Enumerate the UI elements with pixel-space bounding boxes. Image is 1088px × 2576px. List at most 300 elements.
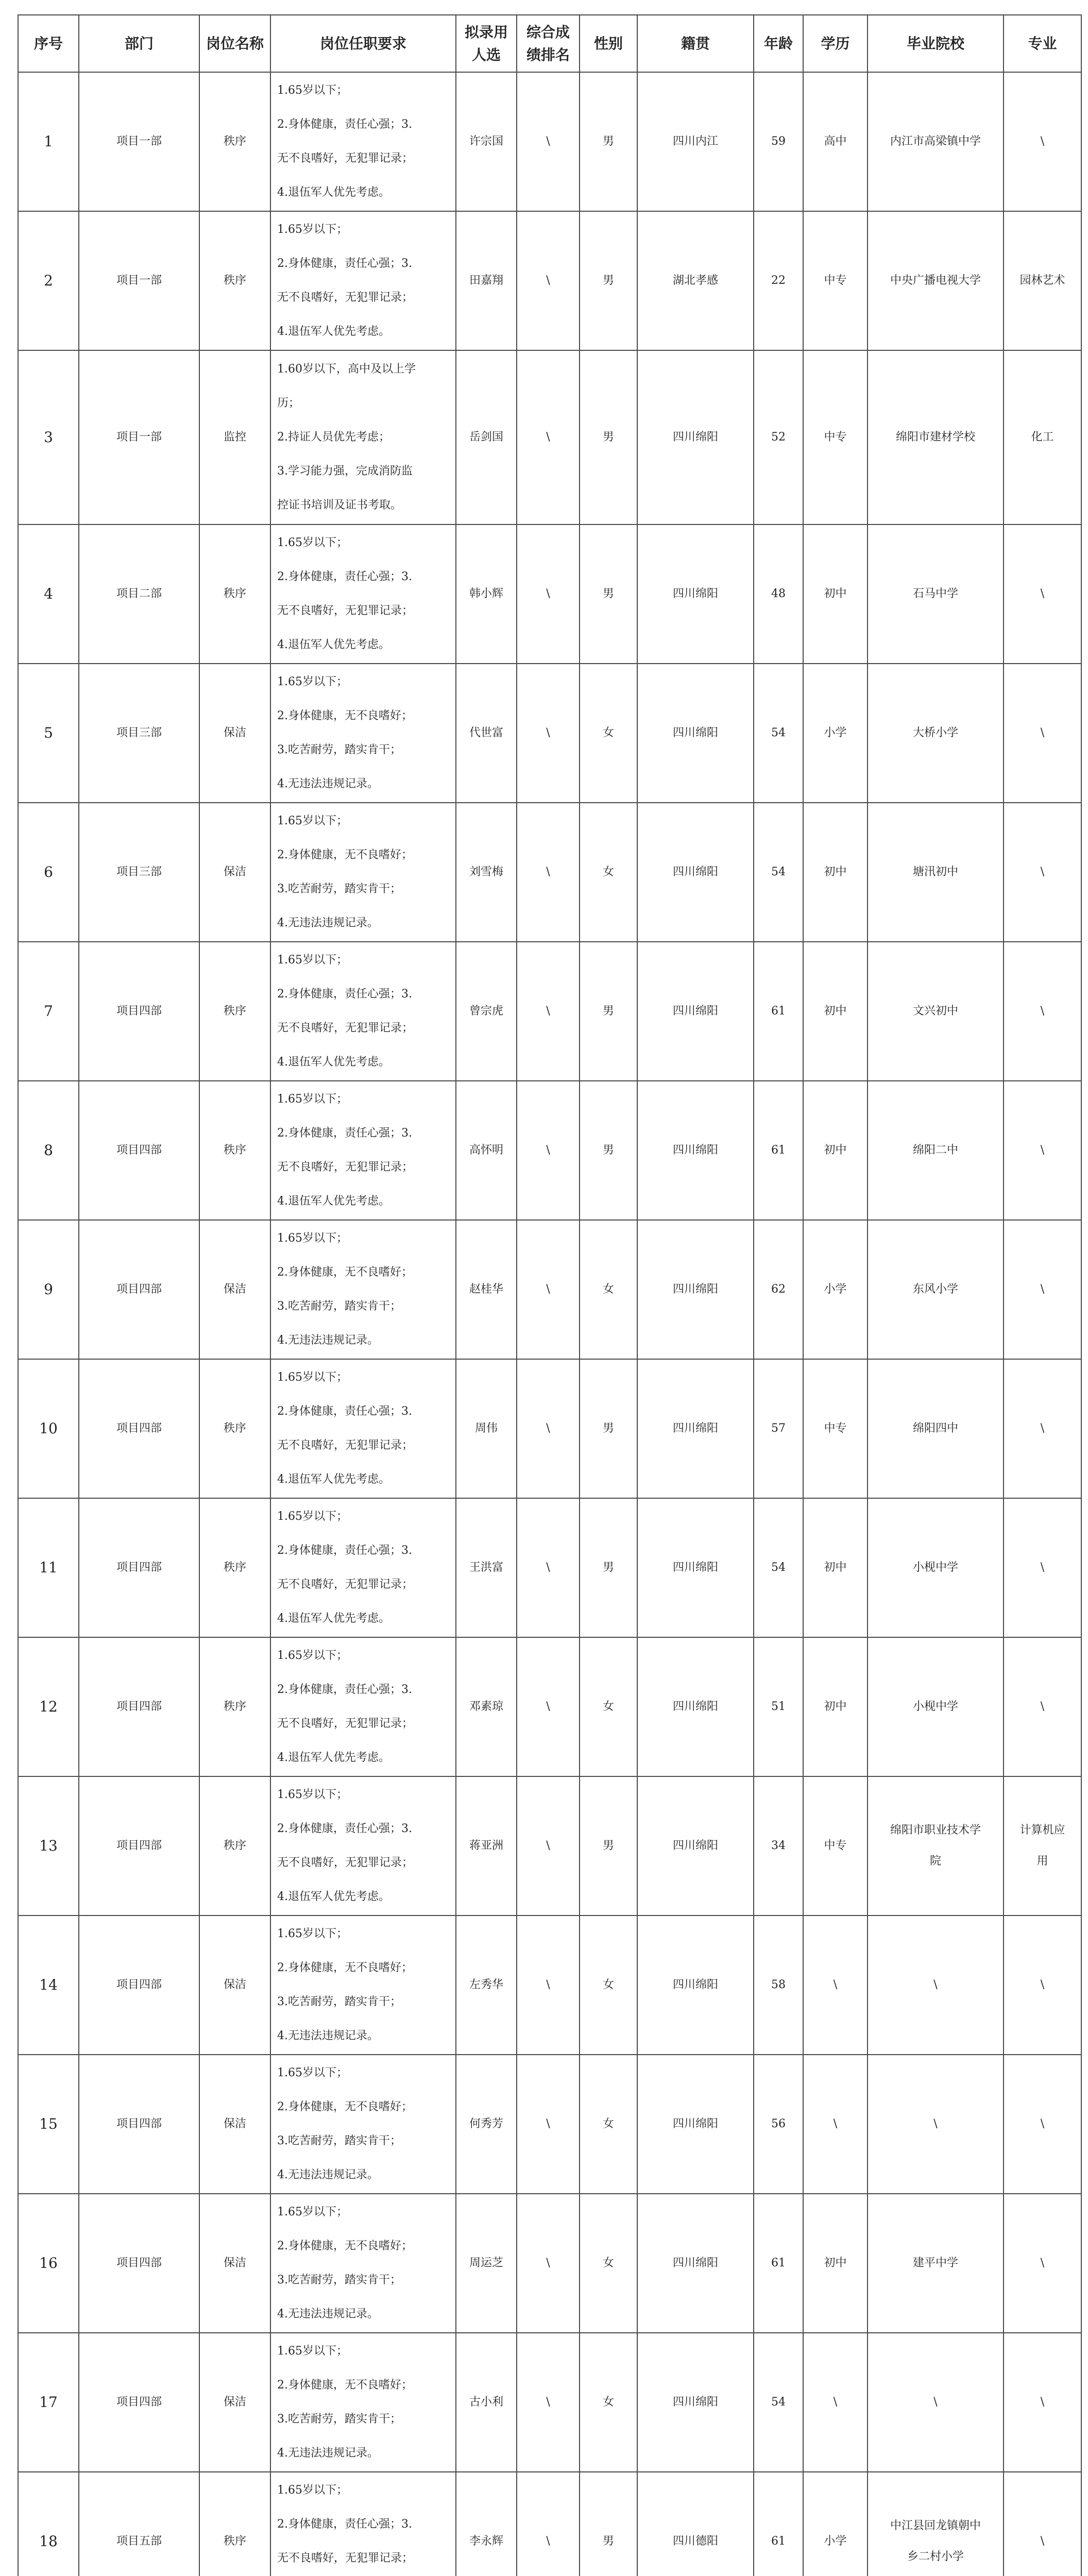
cell-post: 秩序: [199, 1637, 270, 1776]
cell-line: \: [1040, 1144, 1045, 1157]
cell-line: 1.65岁以下；: [277, 2345, 348, 2358]
cell-gender: 女: [580, 664, 637, 803]
cell-gender: 男: [580, 1776, 637, 1916]
cell-major: [1004, 803, 1081, 942]
cell-line: 1.65岁以下；: [277, 1371, 348, 1384]
cell-origin: 四川绵阳: [637, 1359, 754, 1498]
cell-line: \: [1040, 1561, 1045, 1574]
cell-line: 无不良嗜好，无犯罪记录；: [277, 1717, 414, 1730]
cell-line: 1.65岁以下；: [277, 223, 348, 236]
cell-major: [1004, 1776, 1081, 1916]
cell-line: 4.退伍军人优先考虑。: [277, 1890, 390, 1903]
cell-line: 化工: [1031, 431, 1054, 444]
cell-department: 项目三部: [79, 664, 199, 803]
cell-line: 1.65岁以下；: [277, 1510, 348, 1523]
cell-line: 2.身体健康，无不良嗜好；: [277, 849, 413, 861]
cell-school: [868, 524, 1004, 664]
cell-line: 2.身体健康，无不良嗜好；: [277, 709, 413, 722]
cell-department: 项目四部: [79, 2194, 199, 2333]
cell-rank: \: [517, 211, 580, 350]
cell-post: 保洁: [199, 1916, 270, 2055]
cell-line: 1.65岁以下；: [277, 1649, 348, 1662]
cell-major: [1004, 2472, 1081, 2576]
header-school: 毕业院校: [868, 15, 1004, 72]
cell-line: 4.无违法违规记录。: [277, 1334, 379, 1347]
cell-line: \: [1040, 1422, 1045, 1435]
cell-candidate: 韩小辉: [456, 524, 517, 664]
cell-candidate: 曾宗虎: [456, 942, 517, 1081]
cell-major: [1004, 1081, 1081, 1220]
cell-origin: 四川绵阳: [637, 1081, 754, 1220]
table-row: [18, 1081, 1081, 1220]
cell-department: 项目四部: [79, 1637, 199, 1776]
cell-education: 初中: [803, 2194, 868, 2333]
cell-gender: 女: [580, 1220, 637, 1359]
cell-age: 59: [754, 72, 803, 211]
cell-gender: 女: [580, 803, 637, 942]
cell-candidate: 岳剑国: [456, 350, 517, 524]
cell-age: 34: [754, 1776, 803, 1916]
cell-education: 小学: [803, 2472, 868, 2576]
cell-line: \: [1040, 1283, 1045, 1296]
cell-age: 52: [754, 350, 803, 524]
cell-gender: 男: [580, 942, 637, 1081]
cell-department: 项目四部: [79, 1081, 199, 1220]
cell-education: 初中: [803, 1081, 868, 1220]
cell-gender: 男: [580, 1081, 637, 1220]
cell-line: \: [1040, 587, 1045, 600]
cell-gender: 男: [580, 72, 637, 211]
cell-origin: 四川绵阳: [637, 1916, 754, 2055]
cell-requirements: [270, 524, 456, 664]
cell-line: 1.65岁以下；: [277, 2484, 348, 2497]
cell-requirements: [270, 803, 456, 942]
header-candidate: 拟录用人选: [456, 15, 517, 72]
cell-line: 2.身体健康，责任心强；3.: [277, 1683, 412, 1696]
cell-seq: 2: [18, 211, 79, 350]
cell-line: 2.身体健康，无不良嗜好；: [277, 2240, 413, 2252]
cell-requirements: [270, 1359, 456, 1498]
cell-line: 4.无违法违规记录。: [277, 2308, 379, 2320]
cell-line: 2.持证人员优先考虑；: [277, 431, 390, 444]
cell-school: [868, 942, 1004, 1081]
cell-department: 项目一部: [79, 211, 199, 350]
cell-line: 4.退伍军人优先考虑。: [277, 325, 390, 338]
cell-school: [868, 211, 1004, 350]
cell-candidate: 何秀芳: [456, 2055, 517, 2194]
cell-major: [1004, 350, 1081, 524]
cell-line: \: [1040, 2535, 1045, 2548]
cell-age: 61: [754, 1081, 803, 1220]
cell-education: 初中: [803, 1637, 868, 1776]
header-origin: 籍贯: [637, 15, 754, 72]
table-row: [18, 1359, 1081, 1498]
cell-line: 3.吃苦耐劳，踏实肯干；: [277, 2413, 401, 2426]
cell-line: 小枧中学: [912, 1561, 958, 1574]
cell-candidate: 邓素琼: [456, 1637, 517, 1776]
cell-line: \: [1040, 1005, 1045, 1018]
cell-education: \: [803, 2333, 868, 2472]
cell-line: 1.65岁以下；: [277, 1927, 348, 1940]
table-row: [18, 2472, 1081, 2576]
cell-post: 秩序: [199, 1081, 270, 1220]
cell-line: 4.无违法违规记录。: [277, 2168, 379, 2181]
cell-line: 控证书培训及证书考取。: [277, 499, 402, 512]
cell-education: 中专: [803, 1776, 868, 1916]
cell-seq: 9: [18, 1220, 79, 1359]
cell-post: 秩序: [199, 72, 270, 211]
cell-seq: 16: [18, 2194, 79, 2333]
cell-school: [868, 1359, 1004, 1498]
cell-line: 绵阳四中: [912, 1422, 958, 1435]
cell-education: \: [803, 1916, 868, 2055]
cell-origin: 四川绵阳: [637, 803, 754, 942]
cell-gender: 女: [580, 2333, 637, 2472]
cell-seq: 1: [18, 72, 79, 211]
cell-post: 保洁: [199, 2333, 270, 2472]
table-row: [18, 2055, 1081, 2194]
cell-line: \: [1040, 1700, 1045, 1713]
cell-rank: \: [517, 664, 580, 803]
cell-line: \: [1040, 866, 1045, 878]
cell-line: 3.吃苦耐劳，踏实肯干；: [277, 743, 401, 756]
cell-age: 58: [754, 1916, 803, 2055]
cell-line: 乡二村小学: [907, 2550, 964, 2563]
cell-seq: 10: [18, 1359, 79, 1498]
cell-post: 秩序: [199, 2472, 270, 2576]
cell-candidate: 王洪富: [456, 1498, 517, 1637]
cell-rank: \: [517, 1637, 580, 1776]
cell-line: 4.退伍军人优先考虑。: [277, 1612, 390, 1625]
cell-line: 无不良嗜好，无犯罪记录；: [277, 604, 414, 617]
cell-origin: 四川绵阳: [637, 2194, 754, 2333]
cell-rank: \: [517, 942, 580, 1081]
cell-line: 1.65岁以下；: [277, 84, 348, 97]
cell-line: \: [1040, 1978, 1045, 1991]
cell-gender: 男: [580, 1498, 637, 1637]
cell-line: 文兴初中: [912, 1005, 958, 1018]
cell-origin: 四川绵阳: [637, 664, 754, 803]
cell-school: [868, 2194, 1004, 2333]
cell-line: 2.身体健康，无不良嗜好；: [277, 1266, 413, 1279]
cell-line: 建平中学: [912, 2257, 958, 2269]
cell-seq: 14: [18, 1916, 79, 2055]
cell-rank: \: [517, 803, 580, 942]
cell-department: 项目二部: [79, 524, 199, 664]
cell-line: \: [933, 2117, 938, 2130]
table-row: [18, 2333, 1081, 2472]
cell-major: [1004, 664, 1081, 803]
cell-school: [868, 2333, 1004, 2472]
cell-line: \: [1040, 2257, 1045, 2269]
cell-requirements: [270, 1498, 456, 1637]
header-seq: 序号: [18, 15, 79, 72]
cell-line: 3.吃苦耐劳，踏实肯干；: [277, 1300, 401, 1313]
cell-line: 大桥小学: [912, 726, 958, 739]
cell-department: 项目四部: [79, 2055, 199, 2194]
cell-line: 4.退伍军人优先考虑。: [277, 1473, 390, 1486]
cell-education: \: [803, 2055, 868, 2194]
table-header-row: [18, 15, 1081, 72]
cell-requirements: [270, 1220, 456, 1359]
cell-line: 2.身体健康，无不良嗜好；: [277, 2100, 413, 2113]
cell-line: 1.65岁以下；: [277, 536, 348, 549]
cell-age: 54: [754, 1498, 803, 1637]
cell-line: 1.65岁以下；: [277, 954, 348, 967]
cell-line: 无不良嗜好，无犯罪记录；: [277, 291, 414, 304]
table-row: [18, 803, 1081, 942]
cell-line: 1.65岁以下；: [277, 2066, 348, 2079]
cell-line: 2.身体健康，责任心强；3.: [277, 1127, 412, 1140]
cell-line: 4.无违法违规记录。: [277, 2447, 379, 2460]
cell-rank: \: [517, 1359, 580, 1498]
cell-candidate: 许宗国: [456, 72, 517, 211]
cell-line: 绵阳二中: [912, 1144, 958, 1157]
cell-line: 3.吃苦耐劳，踏实肯干；: [277, 1995, 401, 2008]
cell-gender: 女: [580, 1916, 637, 2055]
cell-department: 项目一部: [79, 350, 199, 524]
cell-origin: 四川绵阳: [637, 350, 754, 524]
cell-requirements: [270, 942, 456, 1081]
cell-candidate: 田嘉翔: [456, 211, 517, 350]
cell-major: [1004, 1498, 1081, 1637]
cell-major: [1004, 2194, 1081, 2333]
cell-seq: 15: [18, 2055, 79, 2194]
cell-origin: 四川绵阳: [637, 1498, 754, 1637]
cell-seq: 11: [18, 1498, 79, 1637]
cell-requirements: [270, 2333, 456, 2472]
cell-line: 无不良嗜好，无犯罪记录；: [277, 1439, 414, 1452]
cell-major: [1004, 942, 1081, 1081]
cell-candidate: 蒋亚洲: [456, 1776, 517, 1916]
cell-requirements: [270, 350, 456, 524]
cell-requirements: [270, 211, 456, 350]
cell-line: \: [1040, 135, 1045, 148]
table-row: [18, 524, 1081, 664]
cell-line: 4.退伍军人优先考虑。: [277, 1195, 390, 1208]
cell-candidate: 周运芝: [456, 2194, 517, 2333]
cell-age: 48: [754, 524, 803, 664]
cell-age: 54: [754, 664, 803, 803]
cell-school: [868, 2055, 1004, 2194]
cell-department: 项目一部: [79, 72, 199, 211]
table-row: [18, 1498, 1081, 1637]
cell-age: 61: [754, 2194, 803, 2333]
cell-rank: \: [517, 350, 580, 524]
table-row: [18, 72, 1081, 211]
cell-line: 无不良嗜好，无犯罪记录；: [277, 2552, 414, 2565]
cell-line: 1.65岁以下；: [277, 2206, 348, 2218]
cell-age: 56: [754, 2055, 803, 2194]
table-row: [18, 2194, 1081, 2333]
cell-line: 2.身体健康，责任心强；3.: [277, 257, 412, 270]
cell-gender: 女: [580, 2194, 637, 2333]
cell-line: 2.身体健康，责任心强；3.: [277, 1405, 412, 1418]
cell-line: 塘汛初中: [912, 866, 958, 878]
cell-major: [1004, 72, 1081, 211]
cell-rank: \: [517, 1776, 580, 1916]
cell-major: [1004, 1220, 1081, 1359]
cell-age: 54: [754, 803, 803, 942]
cell-age: 57: [754, 1359, 803, 1498]
cell-line: 小枧中学: [912, 1700, 958, 1713]
header-education: 学历: [803, 15, 868, 72]
cell-candidate: 赵桂华: [456, 1220, 517, 1359]
cell-post: 秩序: [199, 942, 270, 1081]
header-post: 岗位名称: [199, 15, 270, 72]
cell-requirements: [270, 72, 456, 211]
cell-school: [868, 72, 1004, 211]
cell-line: 东风小学: [912, 1283, 958, 1296]
table-body: [18, 72, 1081, 2576]
cell-origin: 湖北孝感: [637, 211, 754, 350]
cell-line: \: [1040, 2396, 1045, 2409]
cell-school: [868, 664, 1004, 803]
cell-gender: 男: [580, 211, 637, 350]
cell-requirements: [270, 2472, 456, 2576]
cell-department: 项目四部: [79, 1498, 199, 1637]
cell-age: 51: [754, 1637, 803, 1776]
cell-seq: 8: [18, 1081, 79, 1220]
table-row: [18, 1776, 1081, 1916]
cell-line: 无不良嗜好，无犯罪记录；: [277, 1022, 414, 1035]
cell-line: 绵阳市职业技术学: [890, 1824, 981, 1837]
cell-line: 中江县回龙镇朝中: [890, 2519, 981, 2532]
cell-requirements: [270, 1637, 456, 1776]
cell-rank: \: [517, 72, 580, 211]
cell-education: 中专: [803, 211, 868, 350]
cell-requirements: [270, 2194, 456, 2333]
cell-seq: 17: [18, 2333, 79, 2472]
cell-school: [868, 350, 1004, 524]
cell-origin: 四川绵阳: [637, 942, 754, 1081]
cell-department: 项目三部: [79, 803, 199, 942]
table-row: [18, 350, 1081, 524]
header-rank: 综合成绩排名: [517, 15, 580, 72]
cell-line: 4.无违法违规记录。: [277, 777, 379, 790]
header-major: 专业: [1004, 15, 1081, 72]
cell-line: 1.60岁以下，高中及以上学: [277, 363, 416, 376]
cell-rank: \: [517, 1081, 580, 1220]
cell-seq: 13: [18, 1776, 79, 1916]
cell-age: 61: [754, 942, 803, 1081]
header-age: 年龄: [754, 15, 803, 72]
cell-seq: 18: [18, 2472, 79, 2576]
table-row: [18, 211, 1081, 350]
cell-line: \: [933, 2396, 938, 2409]
cell-line: 计算机应: [1019, 1824, 1065, 1837]
header-requirements: 岗位任职要求: [270, 15, 456, 72]
cell-rank: \: [517, 1498, 580, 1637]
cell-education: 初中: [803, 524, 868, 664]
cell-line: 4.退伍军人优先考虑。: [277, 638, 390, 651]
cell-line: \: [1040, 726, 1045, 739]
cell-age: 61: [754, 2472, 803, 2576]
cell-line: \: [933, 1978, 938, 1991]
cell-gender: 女: [580, 1637, 637, 1776]
cell-line: 园林艺术: [1019, 274, 1065, 287]
cell-education: 初中: [803, 942, 868, 1081]
cell-requirements: [270, 664, 456, 803]
cell-rank: \: [517, 2194, 580, 2333]
cell-major: [1004, 1359, 1081, 1498]
cell-department: 项目四部: [79, 2333, 199, 2472]
cell-school: [868, 1637, 1004, 1776]
cell-line: 历；: [277, 397, 300, 410]
cell-department: 项目四部: [79, 1776, 199, 1916]
cell-line: 1.65岁以下；: [277, 1788, 348, 1801]
cell-major: [1004, 524, 1081, 664]
cell-school: [868, 803, 1004, 942]
cell-line: \: [1040, 2117, 1045, 2130]
cell-post: 保洁: [199, 664, 270, 803]
cell-major: [1004, 2055, 1081, 2194]
cell-school: [868, 1916, 1004, 2055]
cell-rank: \: [517, 2055, 580, 2194]
cell-line: 用: [1036, 1855, 1048, 1868]
cell-origin: 四川内江: [637, 72, 754, 211]
cell-post: 保洁: [199, 803, 270, 942]
cell-line: 3.吃苦耐劳，踏实肯干；: [277, 2274, 401, 2286]
cell-education: 小学: [803, 1220, 868, 1359]
cell-gender: 女: [580, 2055, 637, 2194]
table-row: [18, 942, 1081, 1081]
cell-rank: \: [517, 2333, 580, 2472]
cell-line: 院: [929, 1855, 941, 1868]
cell-education: 中专: [803, 1359, 868, 1498]
cell-line: 无不良嗜好，无犯罪记录；: [277, 152, 414, 165]
cell-seq: 12: [18, 1637, 79, 1776]
cell-line: 无不良嗜好，无犯罪记录；: [277, 1578, 414, 1591]
cell-gender: 男: [580, 2472, 637, 2576]
cell-gender: 男: [580, 1359, 637, 1498]
cell-school: [868, 1776, 1004, 1916]
cell-education: 初中: [803, 803, 868, 942]
cell-department: 项目五部: [79, 2472, 199, 2576]
cell-line: 3.学习能力强，完成消防监: [277, 465, 413, 478]
cell-origin: 四川绵阳: [637, 2055, 754, 2194]
cell-school: [868, 1220, 1004, 1359]
cell-department: 项目四部: [79, 942, 199, 1081]
cell-education: 中专: [803, 350, 868, 524]
cell-school: [868, 1081, 1004, 1220]
cell-origin: 四川德阳: [637, 2472, 754, 2576]
cell-line: 4.无违法违规记录。: [277, 2029, 379, 2042]
cell-requirements: [270, 1776, 456, 1916]
cell-line: 1.65岁以下；: [277, 1093, 348, 1106]
cell-seq: 6: [18, 803, 79, 942]
cell-line: 4.退伍军人优先考虑。: [277, 1751, 390, 1764]
cell-line: 1.65岁以下；: [277, 675, 348, 688]
cell-candidate: 高怀明: [456, 1081, 517, 1220]
cell-post: 秩序: [199, 1498, 270, 1637]
cell-origin: 四川绵阳: [637, 1637, 754, 1776]
cell-post: 秩序: [199, 211, 270, 350]
cell-line: 1.65岁以下；: [277, 1232, 348, 1245]
cell-post: 保洁: [199, 2055, 270, 2194]
cell-line: 4.无违法违规记录。: [277, 917, 379, 929]
cell-seq: 3: [18, 350, 79, 524]
table-row: [18, 1220, 1081, 1359]
cell-requirements: [270, 1916, 456, 2055]
cell-post: 保洁: [199, 1220, 270, 1359]
cell-line: 3.吃苦耐劳，踏实肯干；: [277, 2134, 401, 2147]
cell-candidate: 李永辉: [456, 2472, 517, 2576]
cell-post: 秩序: [199, 1359, 270, 1498]
header-gender: 性别: [580, 15, 637, 72]
candidate-roster-table: [18, 14, 1082, 2576]
cell-post: 保洁: [199, 2194, 270, 2333]
